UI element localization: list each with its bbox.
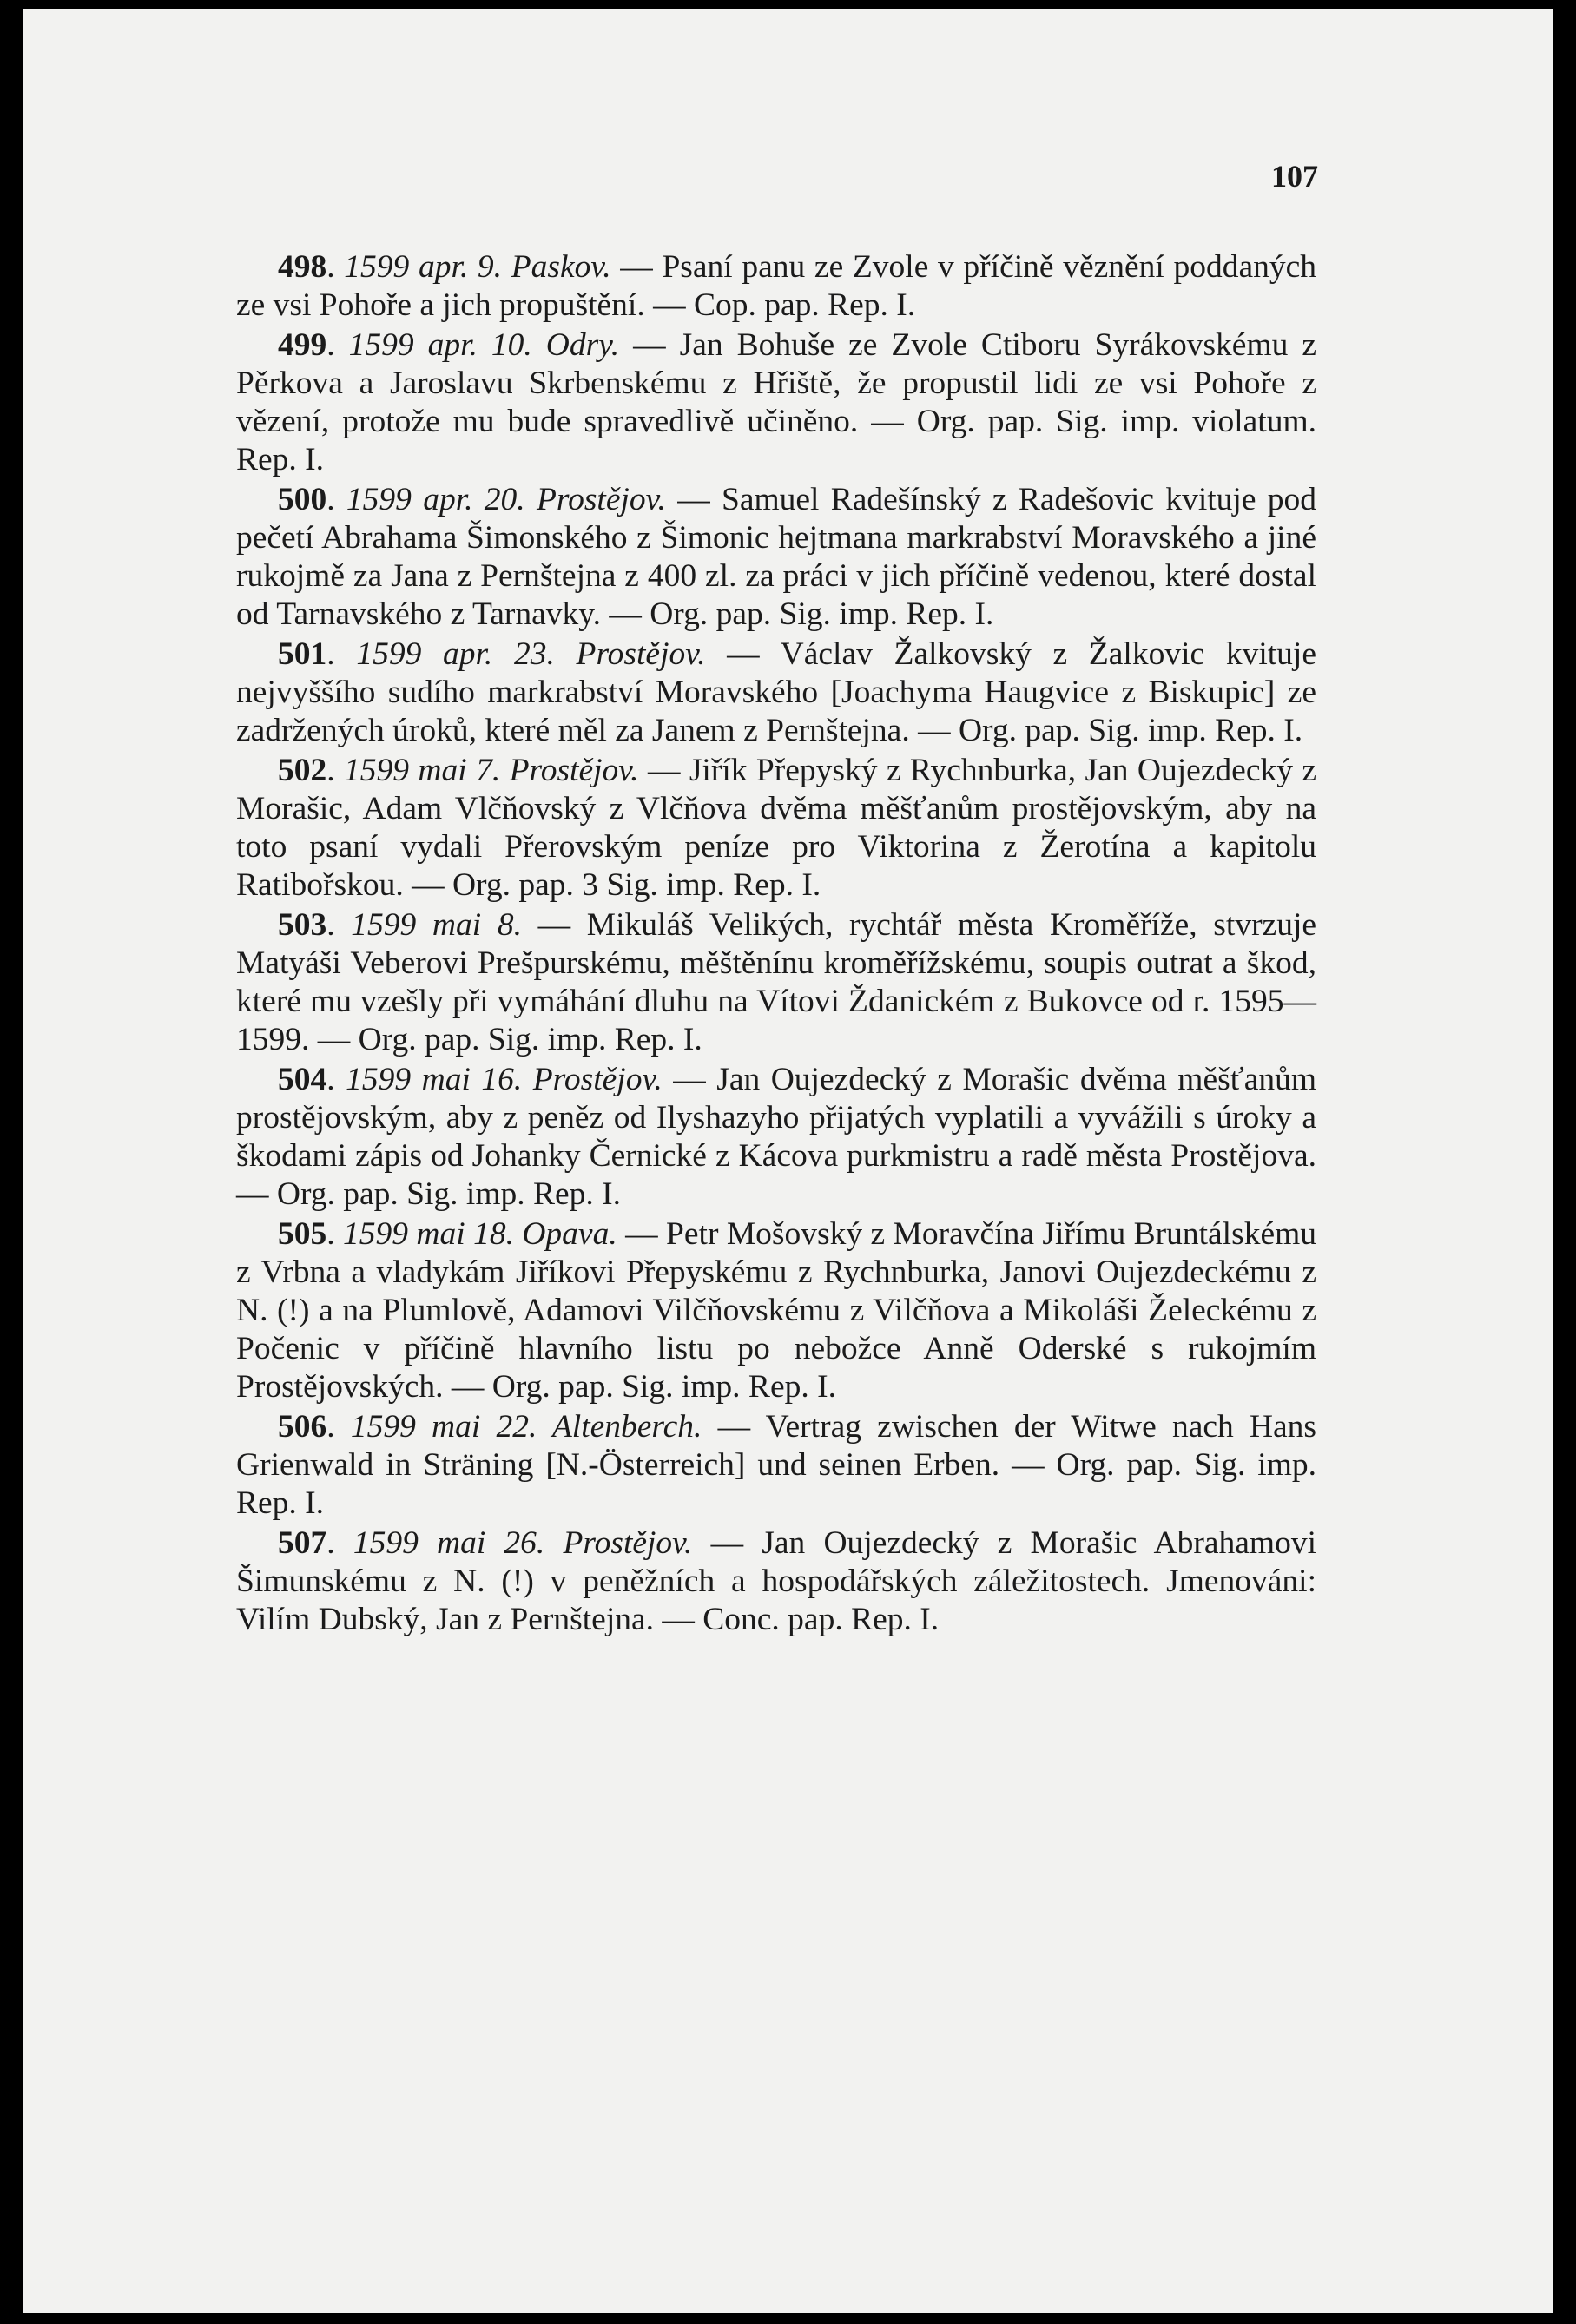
regest-entry: 507. 1599 mai 26. Prostějov. — Jan Oujezdecký z Morašic Abrahamovi Šimunskému z N. (!) v peněžních a hospodářských záležitostech. Jmenováni: Vilím Dubský, Jan z Pernštejna. — Conc. pap. Rep. I. bbox=[236, 1525, 1317, 1637]
entry-date: 1599 apr. 10. Odry. bbox=[348, 327, 620, 363]
entry-date: 1599 mai 26. Prostějov. bbox=[353, 1525, 693, 1561]
entry-number: 500 bbox=[278, 482, 327, 517]
entry-date: 1599 apr. 23. Prostějov. bbox=[356, 636, 706, 672]
entry-number: 505 bbox=[278, 1216, 327, 1252]
entry-text: — Samuel Radešínský z Radešovic kvituje pod pečetí Abrahama Šimonského z Šimonic hejtmana markrabství Moravského a jiné rukojmě za Jana z Pernštejna z 400 zl. za práci v jich příčině vedenou, které dostal od Tarnavského z Tarnavky. — Org. pap. Sig. imp. Rep. I. bbox=[236, 482, 1317, 632]
entry-text: — Mikuláš Velikých, rychtář města Kroměříže, stvrzuje Matyáši Veberovi Prešpurskému, měštěnínu kroměřížskému, soupis outrat a škod, které mu vzešly při vymáhání dluhu na Vítovi Ždanickém z Bukovce od r. 1595—1599. — Org. pap. Sig. imp. Rep. I. bbox=[236, 907, 1317, 1057]
regest-entry: 504. 1599 mai 16. Prostějov. — Jan Oujezdecký z Morašic dvěma měšťanům prostějovským, aby z peněz od Ilyshazyho přijatých vyplatili a vyvážili s úroky a škodami zápis od Johanky Černické z Kácova purkmistru a radě města Prostějova. — Org. pap. Sig. imp. Rep. I. bbox=[236, 1062, 1317, 1212]
entry-number: 506 bbox=[278, 1409, 327, 1445]
entry-number: 502 bbox=[278, 753, 327, 788]
regest-entry: 502. 1599 mai 7. Prostějov. — Jiřík Přepyský z Rychnburka, Jan Oujezdecký z Morašic, Adam Vlčňovský z Vlčňova dvěma měšťanům prostějovským, aby na toto psaní vydali Přerovským peníze pro Viktorina z Žerotína a kapitolu Ratibořskou. — Org. pap. 3 Sig. imp. Rep. I. bbox=[236, 753, 1317, 903]
entry-number: 498 bbox=[278, 249, 327, 285]
entry-text: — Vertrag zwischen der Witwe nach Hans Grienwald in Sträning [N.-Österreich] und seinen Erben. — Org. pap. Sig. imp. Rep. I. bbox=[236, 1409, 1317, 1521]
entry-date: 1599 apr. 9. Paskov. bbox=[344, 249, 611, 285]
entry-text: — Petr Mošovský z Moravčína Jiřímu Bruntálskému z Vrbna a vladykám Jiříkovi Přepyskému z Rychnburka, Janovi Oujezdeckému z N. (!) a na Plumlově, Adamovi Vilčňovskému z Vilčňova a Mikoláši Želeckému z Počenic v příčině hlavního listu po nebožce Anně Oderské s rukojmím Prostějovských. — Org. pap. Sig. imp. Rep. I. bbox=[236, 1216, 1317, 1405]
document-page bbox=[23, 9, 1553, 2313]
entry-date: 1599 mai 18. Opava. bbox=[343, 1216, 617, 1252]
entry-text: — Jan Oujezdecký z Morašic dvěma měšťanům prostějovským, aby z peněz od Ilyshazyho přijatých vyplatili a vyvážili s úroky a škodami zápis od Johanky Černické z Kácova purkmistru a radě města Prostějova. — Org. pap. Sig. imp. Rep. I. bbox=[236, 1062, 1317, 1212]
regest-entry: 505. 1599 mai 18. Opava. — Petr Mošovský z Moravčína Jiřímu Bruntálskému z Vrbna a vladykám Jiříkovi Přepyskému z Rychnburka, Janovi Oujezdeckému z N. (!) a na Plumlově, Adamovi Vilčňovskému z Vilčňova a Mikoláši Želeckému z Počenic v příčině hlavního listu po nebožce Anně Oderské s rukojmím Prostějovských. — Org. pap. Sig. imp. Rep. I. bbox=[236, 1216, 1317, 1405]
entry-date: 1599 mai 22. Altenberch. bbox=[350, 1409, 702, 1445]
entry-number: 499 bbox=[278, 327, 327, 363]
regest-entry: 498. 1599 apr. 9. Paskov. — Psaní panu ze Zvole v příčině věznění poddaných ze vsi Pohoře a jich propuštění. — Cop. pap. Rep. I. bbox=[236, 249, 1317, 323]
entry-number: 507 bbox=[278, 1525, 327, 1561]
page-number: 107 bbox=[1271, 159, 1318, 194]
entry-number: 503 bbox=[278, 907, 327, 943]
entry-date: 1599 mai 8. bbox=[351, 907, 522, 943]
entry-text: — Psaní panu ze Zvole v příčině věznění poddaných ze vsi Pohoře a jich propuštění. — Cop. pap. Rep. I. bbox=[236, 249, 1317, 323]
entry-text: — Václav Žalkovský z Žalkovic kvituje nejvyššího sudího markrabství Moravského [Joachyma Haugvice z Biskupic] ze zadržených úroků, které měl za Janem z Pernštejna. — Org. pap. Sig. imp. Rep. I. bbox=[236, 636, 1316, 748]
entry-date: 1599 apr. 20. Prostějov. bbox=[346, 482, 666, 517]
regest-list bbox=[236, 248, 1316, 1641]
entry-date: 1599 mai 7. Prostějov. bbox=[344, 753, 639, 788]
regest-entry: 501. 1599 apr. 23. Prostějov. — Václav Žalkovský z Žalkovic kvituje nejvyššího sudího markrabství Moravského [Joachyma Haugvice z Biskupic] ze zadržených úroků, které měl za Janem z Pernštejna. — Org. pap. Sig. imp. Rep. I. bbox=[236, 636, 1316, 748]
regest-entry: 499. 1599 apr. 10. Odry. — Jan Bohuše ze Zvole Ctiboru Syrákovskému z Pěrkova a Jaroslavu Skrbenskému z Hřiště, že propustil lidi ze vsi Pohoře z vězení, protože mu bude spravedlivě učiněno. — Org. pap. Sig. imp. violatum. Rep. I. bbox=[236, 327, 1317, 477]
entry-number: 501 bbox=[278, 636, 327, 672]
regest-entry: 506. 1599 mai 22. Altenberch. — Vertrag zwischen der Witwe nach Hans Grienwald in Sträning [N.-Österreich] und seinen Erben. — Org. pap. Sig. imp. Rep. I. bbox=[236, 1409, 1317, 1521]
entry-number: 504 bbox=[278, 1062, 327, 1097]
regest-entry: 503. 1599 mai 8. — Mikuláš Velikých, rychtář města Kroměříže, stvrzuje Matyáši Veberovi Prešpurskému, měštěnínu kroměřížskému, soupis outrat a škod, které mu vzešly při vymáhání dluhu na Vítovi Ždanickém z Bukovce od r. 1595—1599. — Org. pap. Sig. imp. Rep. I. bbox=[236, 907, 1317, 1057]
entry-date: 1599 mai 16. Prostějov. bbox=[346, 1062, 663, 1097]
regest-entry: 500. 1599 apr. 20. Prostějov. — Samuel Radešínský z Radešovic kvituje pod pečetí Abrahama Šimonského z Šimonic hejtmana markrabství Moravského a jiné rukojmě za Jana z Pernštejna z 400 zl. za práci v jich příčině vedenou, které dostal od Tarnavského z Tarnavky. — Org. pap. Sig. imp. Rep. I. bbox=[236, 482, 1317, 632]
entry-text: — Jan Bohuše ze Zvole Ctiboru Syrákovskému z Pěrkova a Jaroslavu Skrbenskému z Hřiště, že propustil lidi ze vsi Pohoře z vězení, protože mu bude spravedlivě učiněno. — Org. pap. Sig. imp. violatum. Rep. I. bbox=[236, 327, 1317, 477]
entry-text: — Jan Oujezdecký z Morašic Abrahamovi Šimunskému z N. (!) v peněžních a hospodářských záležitostech. Jmenováni: Vilím Dubský, Jan z Pernštejna. — Conc. pap. Rep. I. bbox=[236, 1525, 1317, 1637]
entry-text: — Jiřík Přepyský z Rychnburka, Jan Oujezdecký z Morašic, Adam Vlčňovský z Vlčňova dvěma měšťanům prostějovským, aby na toto psaní vydali Přerovským peníze pro Viktorina z Žerotína a kapitolu Ratibořskou. — Org. pap. 3 Sig. imp. Rep. I. bbox=[236, 753, 1317, 903]
